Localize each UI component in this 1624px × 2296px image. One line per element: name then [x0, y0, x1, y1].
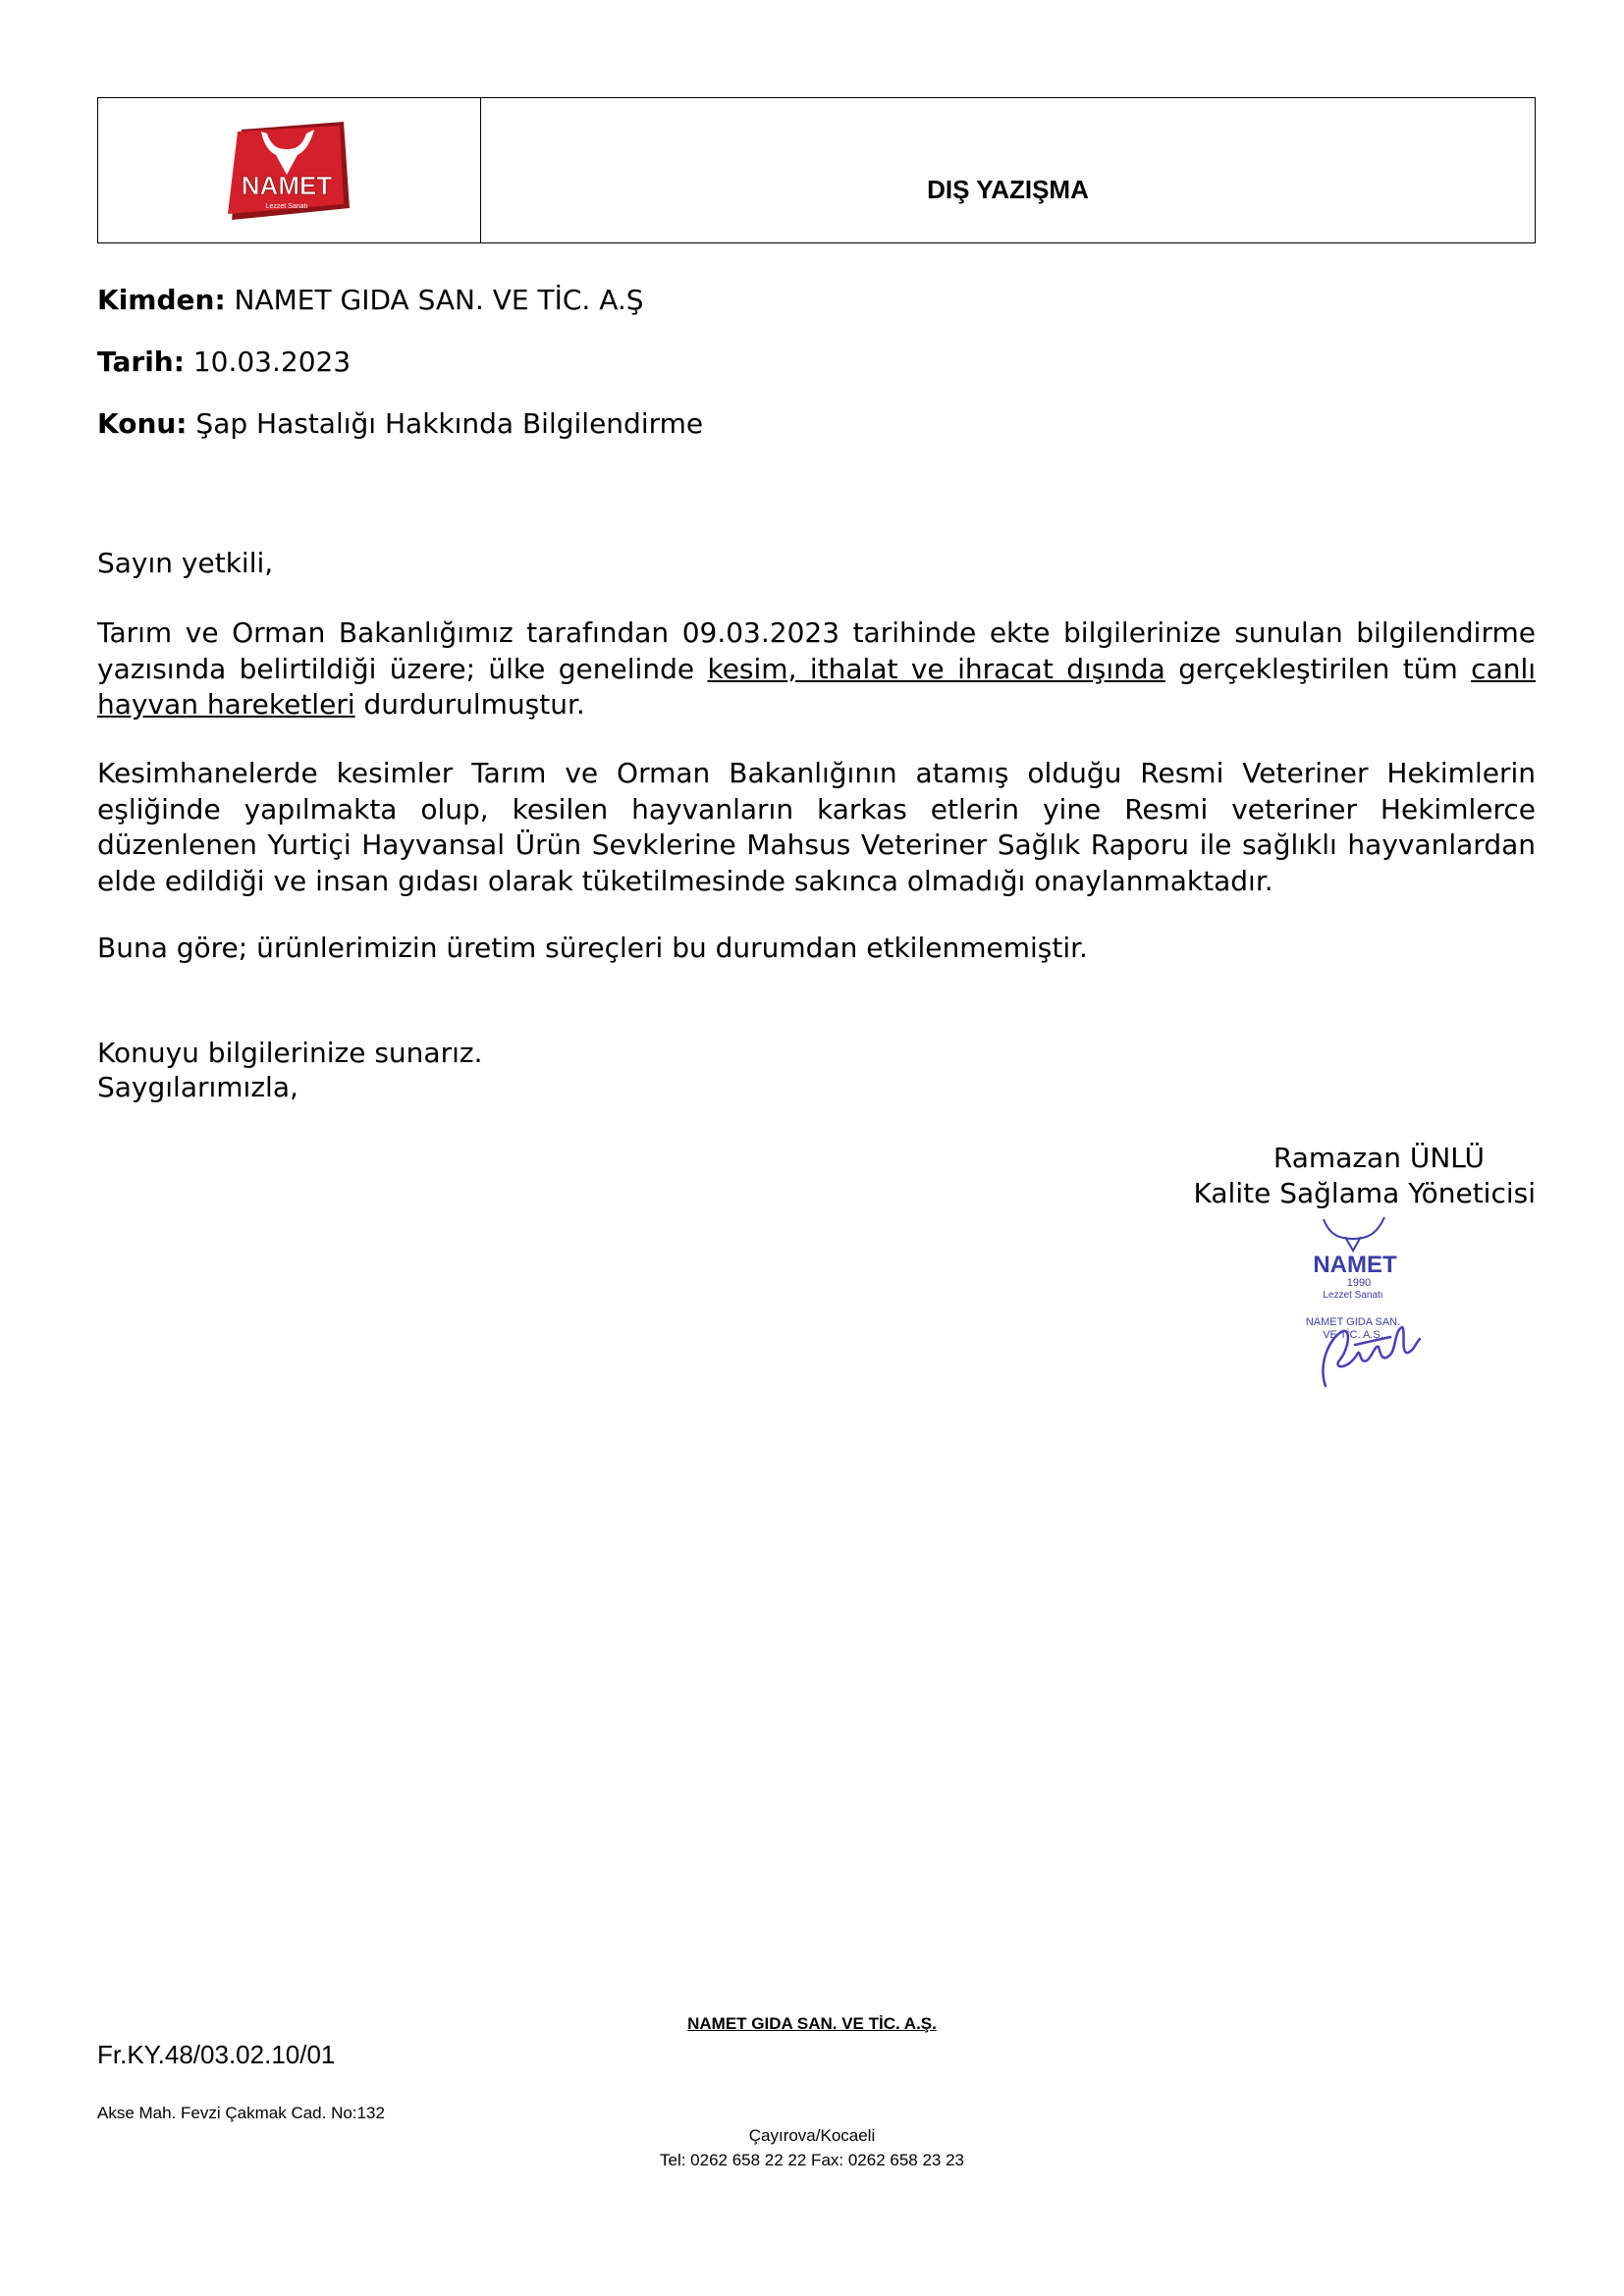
from-value: NAMET GIDA SAN. VE TİC. A.Ş — [234, 284, 644, 316]
logo-cell — [98, 98, 481, 242]
from-line — [97, 284, 644, 316]
document-type-title: DIŞ YAZIŞMA — [927, 175, 1089, 204]
signature-block — [1194, 1141, 1536, 1211]
svg-text:VE TİC. A.Ş.: VE TİC. A.Ş. — [1323, 1329, 1383, 1341]
svg-text:NAMET: NAMET — [1313, 1252, 1397, 1278]
footer-contact: Tel: 0262 658 22 22 Fax: 0262 658 23 23 — [659, 2151, 965, 2169]
date-line — [97, 346, 351, 378]
paragraph-1: Tarım ve Orman Bakanlığımız tarafından 09.03.2023 tarihinde ekte bilgilerinize sunulan bilgilendirme yazısında belirtildiği üzere; ülke genelinde kesim, ithalat ve ihracat dışında gerçekleştirilen tüm canlı hayvan hareketleri durdurulmuştur. — [97, 616, 1537, 721]
footer-company: NAMET GIDA SAN. VE TİC. A.Ş. — [687, 2014, 937, 2033]
namet-logo — [224, 118, 352, 226]
subject-value: Şap Hastalığı Hakkında Bilgilendirme — [195, 407, 704, 440]
subject-line — [97, 407, 703, 440]
footer-address: Akse Mah. Fevzi Çakmak Cad. No:132 — [97, 2104, 385, 2122]
underlined-exceptions: kesim, ithalat ve ihracat dışında — [707, 652, 1165, 685]
underlined-animal-movements: canlı hayvan hareketleri — [97, 652, 1537, 721]
paragraph-2: Kesimhanelerde kesimler Tarım ve Orman Bakanlığının atamış olduğu Resmi Veteriner Hekimlerin eşliğinde yapılmakta olup, kesilen hayvanların karkas etlerin yine Resmi veteriner Hekimlerce düzenlenen Yurtiçi Hayvansal Ürün Sevklerine Mahsus Veteriner Sağlık Raporu ile sağlıklı hayvanlardan elde edildiği ve insan gıdası olarak tüketilmesinde sakınca olmadığı onaylanmaktadır. — [97, 757, 1536, 897]
svg-text:NAMET: NAMET — [241, 171, 333, 200]
date-value: 10.03.2023 — [192, 346, 352, 378]
subject-label: Konu: — [97, 407, 188, 440]
closing-2: Saygılarımızla, — [97, 1071, 298, 1103]
svg-text:1990: 1990 — [1346, 1277, 1372, 1289]
paragraph-3: Buna göre; ürünlerimizin üretim süreçleri bu durumdan etkilenmemiştir. — [97, 932, 1088, 964]
form-code: Fr.KY.48/03.02.10/01 — [97, 2040, 336, 2069]
signatory-title: Kalite Sağlama Yöneticisi — [1193, 1177, 1536, 1209]
signatory-name: Ramazan ÜNLÜ — [1272, 1142, 1485, 1174]
closing-1: Konuyu bilgilerinize sunarız. — [97, 1037, 483, 1069]
svg-text:Lezzet Sanatı: Lezzet Sanatı — [265, 203, 308, 210]
date-label: Tarih: — [97, 346, 185, 378]
greeting: Sayın yetkili, — [97, 547, 274, 579]
company-stamp-signature — [1296, 1207, 1453, 1394]
svg-text:NAMET GIDA SAN.: NAMET GIDA SAN. — [1305, 1316, 1401, 1328]
document-header — [97, 97, 1536, 243]
svg-text:Lezzet Sanatı: Lezzet Sanatı — [1323, 1290, 1383, 1301]
footer-city: Çayırova/Kocaeli — [748, 2126, 876, 2145]
from-label: Kimden: — [97, 284, 226, 316]
